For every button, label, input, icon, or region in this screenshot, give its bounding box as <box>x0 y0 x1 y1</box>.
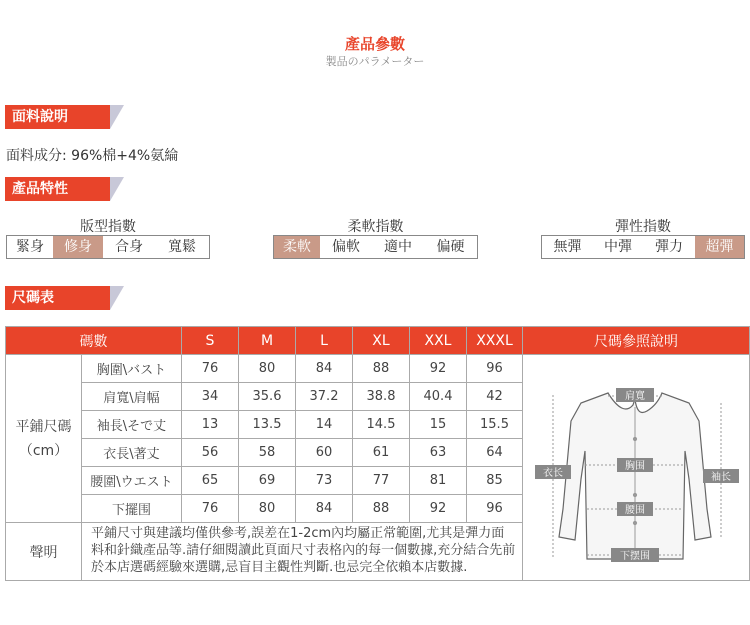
elasticity-index-scale <box>541 235 745 259</box>
table-cell: 84 <box>296 495 353 523</box>
diagram-cell <box>523 355 750 581</box>
table-row <box>6 355 750 383</box>
size-col-header: L <box>296 327 353 355</box>
table-cell: 77 <box>353 467 410 495</box>
size-reference-header: 尺碼參照說明 <box>523 327 750 355</box>
table-cell: 92 <box>410 495 467 523</box>
table-cell: 76 <box>182 495 239 523</box>
page-subtitle: 製品のパラメーター <box>325 55 425 68</box>
fit-index-title: 版型指數 <box>80 219 136 235</box>
label-chest: 胸围 <box>625 460 645 472</box>
table-cell: 60 <box>296 439 353 467</box>
table-cell: 15 <box>410 411 467 439</box>
label-sleeve: 袖长 <box>711 471 731 483</box>
tag-triangle <box>110 105 124 129</box>
section-title: 尺碼表 <box>5 286 110 310</box>
table-cell: 65 <box>182 467 239 495</box>
softness-index-title: 柔軟指數 <box>347 219 404 235</box>
table-cell: 34 <box>182 383 239 411</box>
fit-index-scale <box>6 235 210 259</box>
page-title: 產品參數 <box>344 35 405 53</box>
table-cell: 56 <box>182 439 239 467</box>
table-cell: 13 <box>182 411 239 439</box>
table-cell: 37.2 <box>296 383 353 411</box>
size-table <box>5 326 750 581</box>
size-col-header: XXL <box>410 327 467 355</box>
table-cell: 35.6 <box>239 383 296 411</box>
fit-option-selected: 修身 <box>53 236 103 258</box>
table-cell: 63 <box>410 439 467 467</box>
table-cell: 38.8 <box>353 383 410 411</box>
group-label-cell <box>6 355 82 523</box>
table-cell: 73 <box>296 467 353 495</box>
elasticity-option: 中彈 <box>604 239 632 255</box>
fit-option: 緊身 <box>16 239 44 255</box>
table-cell: 14.5 <box>353 411 410 439</box>
tag-triangle <box>110 177 124 201</box>
table-cell: 96 <box>467 355 523 383</box>
note-text: 平鋪尺寸與建議均僅供參考,誤差在1-2cm內均屬正常範圍,尤其是彈力面料和針織產品等.請仔細閱讀此頁面尺寸表格內的每一個數據,充分結合先前於本店選碼經驗來選購,忌盲目主觀性判斷.也忌完全依賴本店數據. <box>82 523 523 581</box>
size-table-header <box>6 327 750 355</box>
table-cell: 14 <box>296 411 353 439</box>
size-col-header: S <box>182 327 239 355</box>
size-header-label: 碼數 <box>6 327 182 355</box>
softness-option-selected: 柔軟 <box>274 236 320 258</box>
table-cell: 15.5 <box>467 411 523 439</box>
row-label: 下擺围 <box>82 495 182 523</box>
fabric-composition: 面料成分: 96%棉+4%氨綸 <box>6 148 179 164</box>
table-cell: 85 <box>467 467 523 495</box>
table-cell: 84 <box>296 355 353 383</box>
label-length: 衣长 <box>543 467 563 479</box>
table-cell: 69 <box>239 467 296 495</box>
table-cell: 76 <box>182 355 239 383</box>
table-cell: 88 <box>353 495 410 523</box>
elasticity-option: 無彈 <box>553 239 582 255</box>
softness-option: 適中 <box>384 239 412 255</box>
size-col-header: XL <box>353 327 410 355</box>
fit-option: 寬鬆 <box>168 239 196 255</box>
row-label: 衣長\著丈 <box>82 439 182 467</box>
elasticity-index-title: 彈性指數 <box>615 219 671 235</box>
table-cell: 13.5 <box>239 411 296 439</box>
group-label: 平鋪尺碼 <box>15 418 72 435</box>
elasticity-option: 彈力 <box>655 239 683 255</box>
row-label: 肩寬\肩幅 <box>82 383 182 411</box>
table-cell: 80 <box>239 355 296 383</box>
table-cell: 64 <box>467 439 523 467</box>
table-cell: 80 <box>239 495 296 523</box>
note-label: 聲明 <box>6 523 82 581</box>
section-title: 產品特性 <box>5 177 110 201</box>
table-cell: 92 <box>410 355 467 383</box>
table-cell: 88 <box>353 355 410 383</box>
shirt-diagram <box>523 359 748 577</box>
section-title: 面料說明 <box>5 105 110 129</box>
row-label: 袖長\そで丈 <box>82 411 182 439</box>
table-cell: 42 <box>467 383 523 411</box>
label-shoulder: 肩寬 <box>625 390 645 402</box>
label-waist: 腰围 <box>625 504 645 516</box>
elasticity-option-selected: 超彈 <box>695 236 744 258</box>
row-label: 胸圍\バスト <box>82 355 182 383</box>
softness-option: 偏硬 <box>436 239 465 255</box>
table-cell: 61 <box>353 439 410 467</box>
table-cell: 40.4 <box>410 383 467 411</box>
table-cell: 96 <box>467 495 523 523</box>
size-col-header: M <box>239 327 296 355</box>
row-label: 腰圍\ウエスト <box>82 467 182 495</box>
softness-index-scale <box>273 235 478 259</box>
table-cell: 58 <box>239 439 296 467</box>
softness-option: 偏軟 <box>332 239 360 255</box>
tag-triangle <box>110 286 124 310</box>
table-cell: 81 <box>410 467 467 495</box>
group-unit: （cm） <box>18 442 69 459</box>
fit-option: 合身 <box>115 239 143 255</box>
size-col-header: XXXL <box>467 327 523 355</box>
label-hem: 下摆围 <box>620 550 650 562</box>
